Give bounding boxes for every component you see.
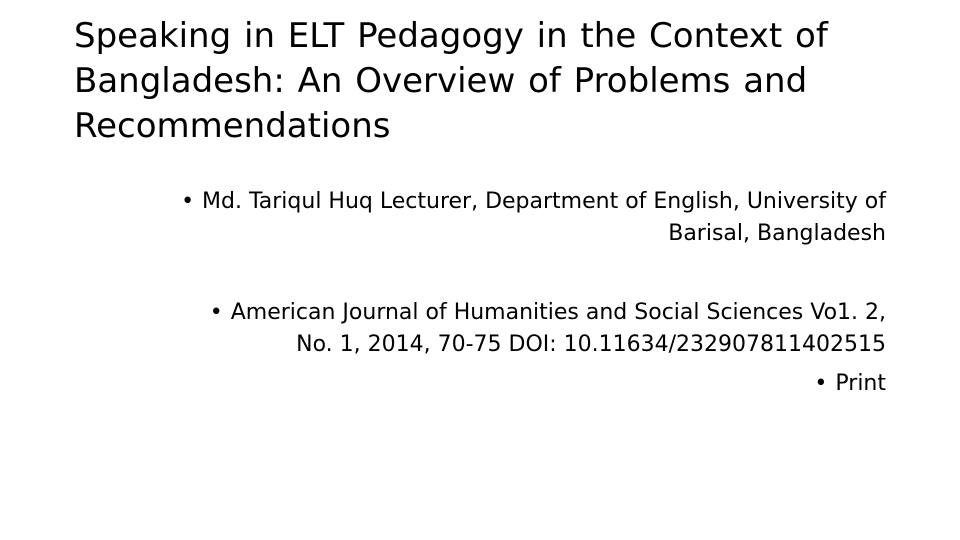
format-text: Print: [835, 371, 886, 396]
bullet-line: [110, 297, 886, 329]
title-line: Bangladesh: An Overview of Problems and: [74, 61, 808, 101]
journal-bullet: [110, 297, 886, 361]
journal-citation: No. 1, 2014, 70-75 DOI: 10.11634/232907811402515: [296, 332, 886, 357]
bullet-line: [600, 368, 886, 400]
title-line: Speaking in ELT Pedagogy in the Context of: [74, 16, 828, 56]
bullet-line: [72, 186, 886, 218]
bullet-marker: •: [181, 189, 195, 214]
author-bullet: [72, 186, 886, 250]
journal-text: American Journal of Humanities and Social Sciences Vo1. 2,: [230, 300, 886, 325]
format-bullet: [600, 368, 886, 400]
slide-title: [74, 14, 886, 149]
title-line: Recommendations: [74, 106, 391, 146]
bullet-marker: •: [814, 371, 828, 396]
bullet-marker: •: [209, 300, 223, 325]
author-affiliation: Barisal, Bangladesh: [668, 221, 886, 246]
author-text: Md. Tariqul Huq Lecturer, Department of English, University of: [202, 189, 886, 214]
